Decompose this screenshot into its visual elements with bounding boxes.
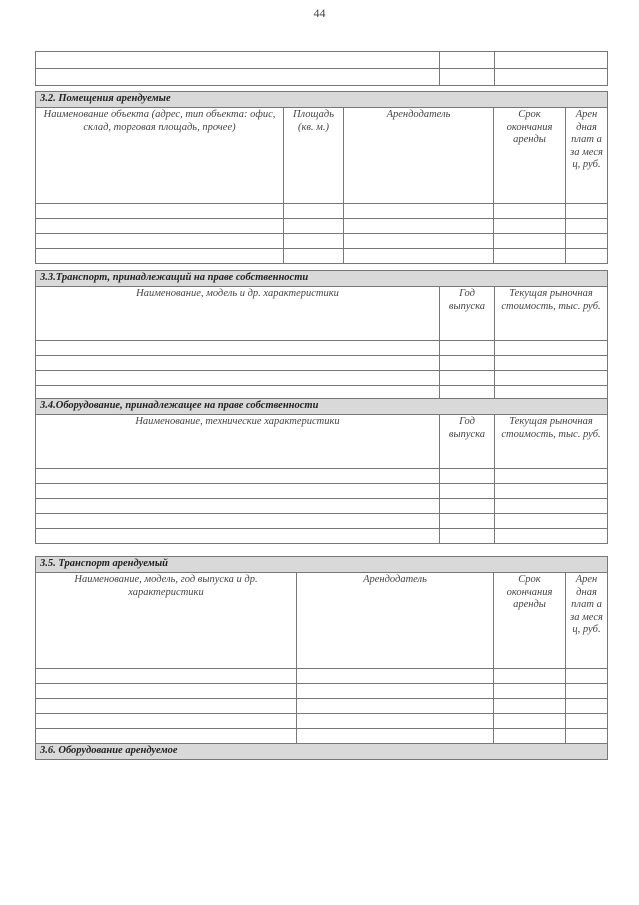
column-header: Год выпуска	[440, 287, 495, 341]
table-row	[36, 729, 608, 744]
section-title: 3.5. Транспорт арендуемый	[36, 557, 608, 573]
table-row	[36, 52, 608, 69]
table-row	[36, 684, 608, 699]
table-row	[36, 699, 608, 714]
column-header: Наименование, модель и др. характеристики	[36, 287, 440, 341]
table-row	[36, 249, 608, 264]
column-header: Арендодатель	[297, 573, 494, 669]
section-title: 3.4.Оборудование, принадлежащее на праве собственности	[36, 399, 608, 415]
column-header: Текущая рыночная стоимость, тыс. руб.	[495, 287, 608, 341]
section-3-3-table	[35, 270, 608, 401]
table-row	[36, 356, 608, 371]
section-3-5-table	[35, 556, 608, 760]
column-header: Текущая рыночная стоимость, тыс. руб.	[495, 415, 608, 469]
table-row	[36, 341, 608, 356]
column-header: Арендодатель	[344, 108, 494, 204]
section-title: 3.3.Транспорт, принадлежащий на праве собственности	[36, 271, 608, 287]
section-title: 3.6. Оборудование арендуемое	[36, 744, 608, 760]
section-3-4-table	[35, 398, 608, 544]
table-row	[36, 204, 608, 219]
section-3-2-table	[35, 91, 608, 264]
table-row	[36, 714, 608, 729]
page-number: 44	[313, 6, 326, 20]
table-row	[36, 529, 608, 544]
column-header: Арен дная плат а за меся ц, руб.	[566, 108, 608, 204]
column-header: Срок окончания аренды	[494, 573, 566, 669]
table-row	[36, 234, 608, 249]
table-row	[36, 371, 608, 386]
column-header: Год выпуска	[440, 415, 495, 469]
table-row	[36, 514, 608, 529]
table-row	[36, 219, 608, 234]
section-title: 3.2. Помещения арендуемые	[36, 92, 608, 108]
column-header: Арен дная плат а за меся ц, руб.	[566, 573, 608, 669]
table-row	[36, 499, 608, 514]
table-row	[36, 484, 608, 499]
column-header: Площадь (кв. м.)	[284, 108, 344, 204]
column-header: Наименование, модель, год выпуска и др. характеристики	[36, 573, 297, 669]
column-header: Срок окончания аренды	[494, 108, 566, 204]
column-header: Наименование объекта (адрес, тип объекта: офис, склад, торговая площадь, прочее)	[36, 108, 284, 204]
table-row	[36, 469, 608, 484]
continuation-table	[35, 51, 608, 86]
table-row	[36, 69, 608, 86]
table-row	[36, 669, 608, 684]
column-header: Наименование, технические характеристики	[36, 415, 440, 469]
